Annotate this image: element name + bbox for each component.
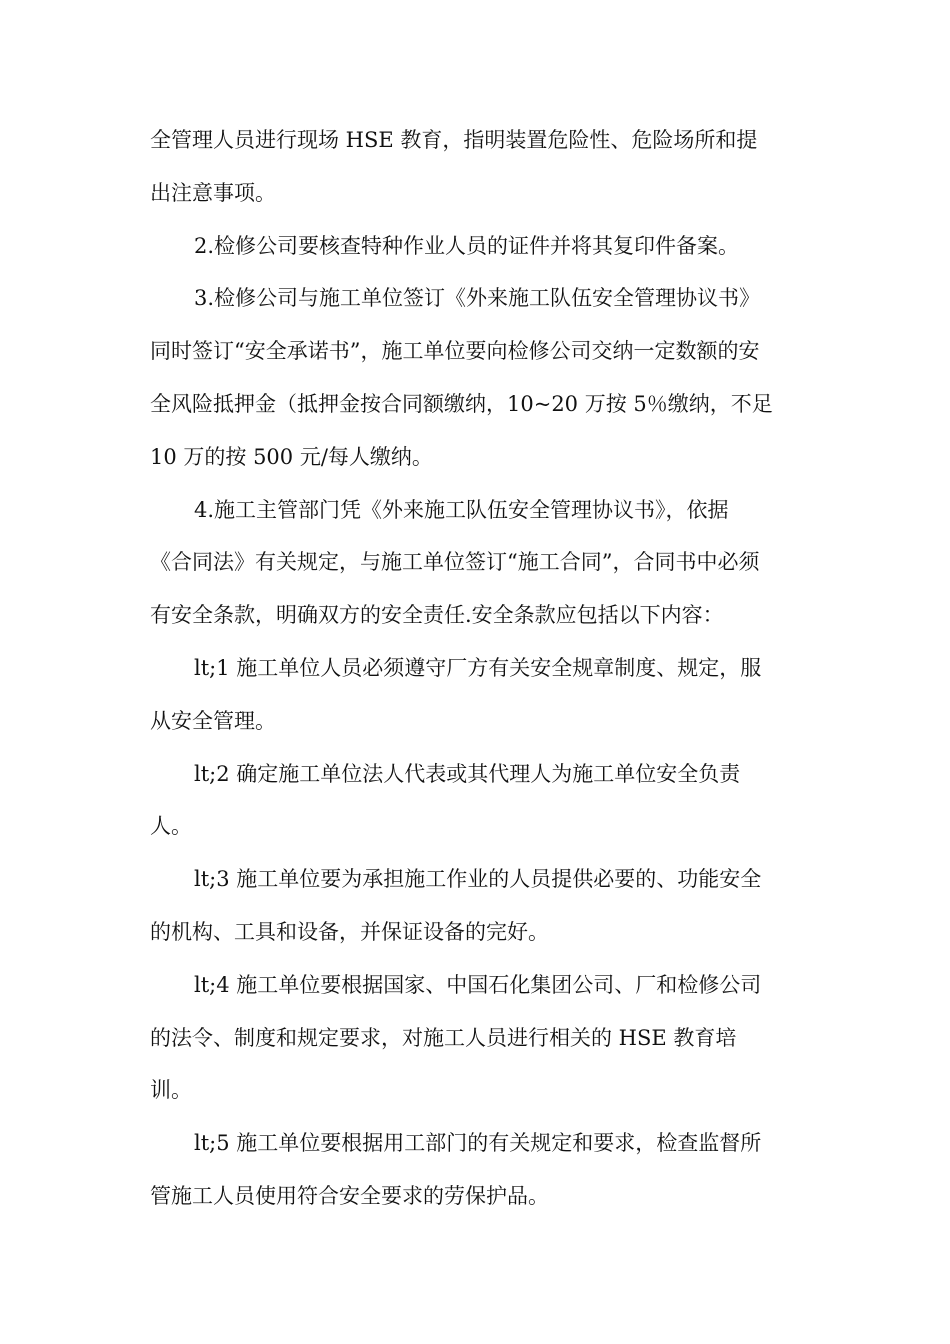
text-line: 管施工人员使用符合安全要求的劳保护品。 — [150, 1183, 549, 1208]
text-line: 的机构、工具和设备，并保证设备的完好。 — [150, 919, 549, 944]
text-line: 从安全管理。 — [150, 708, 276, 733]
paragraph-start-line: lt;5 施工单位要根据用工部门的有关规定和要求，检查监督所 — [194, 1131, 762, 1156]
text-line: 《合同法》有关规定，与施工单位签订“施工合同”，合同书中必须 — [150, 550, 760, 575]
paragraph-start-line: 2.检修公司要核查特种作业人员的证件并将其复印件备案。 — [194, 233, 740, 258]
paragraph-start-line: lt;3 施工单位要为承担施工作业的人员提供必要的、功能安全 — [194, 867, 762, 892]
text-line: 全管理人员进行现场 HSE 教育，指明装置危险性、危险场所和提 — [150, 128, 758, 152]
text-line: 全风险抵押金（抵押金按合同额缴纳，10~20 万按 5％缴纳，不足 — [150, 391, 773, 416]
paragraph-start-line: 3.检修公司与施工单位签订《外来施工队伍安全管理协议书》 — [194, 286, 761, 311]
paragraph-start-line: lt;1 施工单位人员必须遵守厂方有关安全规章制度、规定，服 — [194, 655, 762, 680]
text-line: 同时签订“安全承诺书”，施工单位要向检修公司交纳一定数额的安 — [150, 339, 760, 364]
text-line: 10 万的按 500 元/每人缴纳。 — [150, 444, 433, 469]
text-line: 的法令、制度和规定要求，对施工人员进行相关的 HSE 教育培 — [150, 1025, 737, 1050]
paragraph-start-line: lt;4 施工单位要根据国家、中国石化集团公司、厂和检修公司 — [194, 972, 762, 997]
paragraph-start-line: 4.施工主管部门凭《外来施工队伍安全管理协议书》，依据 — [194, 497, 729, 522]
text-line: 训。 — [150, 1078, 192, 1103]
text-line: 人。 — [150, 814, 192, 839]
text-line: 出注意事项。 — [150, 180, 276, 205]
document-body — [150, 114, 798, 1223]
paragraph-start-line: lt;2 确定施工单位法人代表或其代理人为施工单位安全负责 — [194, 761, 741, 786]
text-line: 有安全条款，明确双方的安全责任.安全条款应包括以下内容： — [150, 603, 724, 628]
